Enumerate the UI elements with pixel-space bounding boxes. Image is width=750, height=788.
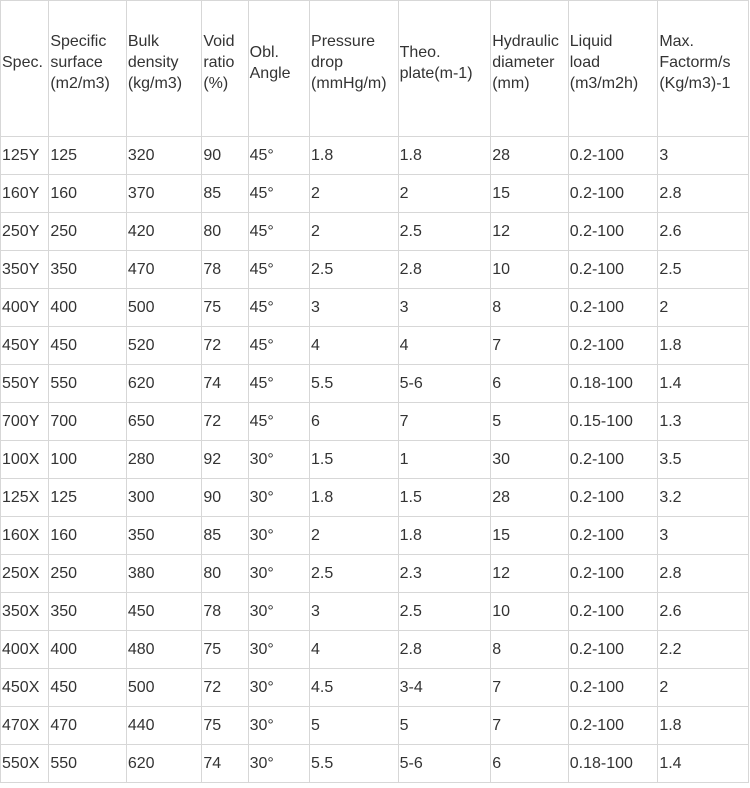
header-line: (kg/m3) xyxy=(127,75,183,92)
table-cell-bulk-density: 520 xyxy=(126,327,202,365)
table-cell-specific-surface: 250 xyxy=(49,555,127,593)
table-row xyxy=(1,251,749,289)
table-cell-theo-plate: 5-6 xyxy=(398,365,491,403)
table-cell-theo-plate: 5-6 xyxy=(398,745,491,783)
table-row xyxy=(1,707,749,745)
table-cell-obl-angle: 45° xyxy=(248,365,309,403)
table-cell-liquid-load: 0.2-100 xyxy=(568,327,658,365)
table-cell-void-ratio: 75 xyxy=(202,707,248,745)
table-cell-max-factor: 2.2 xyxy=(658,631,749,669)
table-cell-void-ratio: 78 xyxy=(202,251,248,289)
header-line: Theo. xyxy=(399,43,441,61)
table-cell-bulk-density: 300 xyxy=(126,479,202,517)
table-cell-hydraulic-diameter: 5 xyxy=(491,403,569,441)
table-cell-spec: 400Y xyxy=(1,289,49,327)
table-cell-bulk-density: 320 xyxy=(126,137,202,175)
table-cell-pressure-drop: 5 xyxy=(310,707,399,745)
table-cell-bulk-density: 440 xyxy=(126,707,202,745)
table-cell-pressure-drop: 2.5 xyxy=(310,251,399,289)
table-row xyxy=(1,175,749,213)
table-cell-spec: 550Y xyxy=(1,365,49,403)
table-cell-liquid-load: 0.18-100 xyxy=(568,365,658,403)
table-cell-hydraulic-diameter: 15 xyxy=(491,517,569,555)
header-row xyxy=(1,1,749,137)
table-cell-hydraulic-diameter: 10 xyxy=(491,251,569,289)
table-cell-max-factor: 1.4 xyxy=(658,365,749,403)
table-cell-hydraulic-diameter: 30 xyxy=(491,441,569,479)
table-cell-void-ratio: 90 xyxy=(202,479,248,517)
header-line: (Kg/m3)-1 xyxy=(659,75,731,92)
table-cell-max-factor: 2.5 xyxy=(658,251,749,289)
header-line: diameter xyxy=(492,54,555,71)
table-cell-obl-angle: 30° xyxy=(248,479,309,517)
table-cell-obl-angle: 45° xyxy=(248,289,309,327)
table-cell-theo-plate: 3-4 xyxy=(398,669,491,707)
column-header-hydraulic-diameter xyxy=(491,1,569,137)
table-header xyxy=(1,1,749,137)
table-cell-hydraulic-diameter: 12 xyxy=(491,555,569,593)
table-cell-bulk-density: 480 xyxy=(126,631,202,669)
table-cell-hydraulic-diameter: 12 xyxy=(491,213,569,251)
table-row xyxy=(1,517,749,555)
table-cell-bulk-density: 500 xyxy=(126,669,202,707)
header-line: Max. xyxy=(659,33,694,50)
table-cell-liquid-load: 0.2-100 xyxy=(568,441,658,479)
table-cell-obl-angle: 30° xyxy=(248,669,309,707)
table-cell-hydraulic-diameter: 7 xyxy=(491,327,569,365)
header-line: Liquid xyxy=(569,33,613,50)
table-cell-theo-plate: 2.5 xyxy=(398,213,491,251)
table-cell-pressure-drop: 2 xyxy=(310,517,399,555)
table-cell-theo-plate: 1.5 xyxy=(398,479,491,517)
table-cell-obl-angle: 45° xyxy=(248,175,309,213)
table-cell-void-ratio: 72 xyxy=(202,669,248,707)
table-cell-specific-surface: 160 xyxy=(49,517,127,555)
table-cell-liquid-load: 0.2-100 xyxy=(568,137,658,175)
table-cell-spec: 700Y xyxy=(1,403,49,441)
table-cell-specific-surface: 550 xyxy=(49,365,127,403)
table-cell-theo-plate: 4 xyxy=(398,327,491,365)
table-cell-pressure-drop: 2.5 xyxy=(310,555,399,593)
table-cell-obl-angle: 45° xyxy=(248,137,309,175)
table-cell-bulk-density: 620 xyxy=(126,365,202,403)
table-cell-hydraulic-diameter: 8 xyxy=(491,289,569,327)
header-line: Void xyxy=(203,33,235,50)
table-cell-bulk-density: 420 xyxy=(126,213,202,251)
header-line: load xyxy=(569,54,600,71)
table-cell-hydraulic-diameter: 15 xyxy=(491,175,569,213)
table-cell-theo-plate: 1.8 xyxy=(398,137,491,175)
header-line: ratio xyxy=(203,54,235,71)
table-row xyxy=(1,631,749,669)
header-line: (mm) xyxy=(492,75,530,92)
header-line: (m2/m3) xyxy=(50,75,110,92)
table-row xyxy=(1,403,749,441)
table-cell-liquid-load: 0.2-100 xyxy=(568,669,658,707)
column-header-liquid-load xyxy=(568,1,658,137)
table-cell-pressure-drop: 6 xyxy=(310,403,399,441)
header-line: Pressure xyxy=(311,33,376,50)
table-cell-specific-surface: 470 xyxy=(49,707,127,745)
table-cell-liquid-load: 0.2-100 xyxy=(568,289,658,327)
table-cell-hydraulic-diameter: 8 xyxy=(491,631,569,669)
table-cell-max-factor: 2.6 xyxy=(658,213,749,251)
table-cell-void-ratio: 85 xyxy=(202,517,248,555)
table-cell-obl-angle: 45° xyxy=(248,403,309,441)
table-cell-liquid-load: 0.2-100 xyxy=(568,213,658,251)
table-cell-obl-angle: 45° xyxy=(248,251,309,289)
table-cell-spec: 550X xyxy=(1,745,49,783)
table-cell-void-ratio: 90 xyxy=(202,137,248,175)
table-cell-bulk-density: 450 xyxy=(126,593,202,631)
table-cell-max-factor: 1.3 xyxy=(658,403,749,441)
table-cell-specific-surface: 400 xyxy=(49,631,127,669)
table-cell-bulk-density: 650 xyxy=(126,403,202,441)
table-cell-obl-angle: 45° xyxy=(248,213,309,251)
table-cell-pressure-drop: 4 xyxy=(310,631,399,669)
table-cell-max-factor: 2.8 xyxy=(658,555,749,593)
column-header-obl-angle xyxy=(248,1,309,137)
table-cell-obl-angle: 30° xyxy=(248,555,309,593)
table-cell-specific-surface: 160 xyxy=(49,175,127,213)
column-header-spec xyxy=(1,1,49,137)
table-cell-liquid-load: 0.2-100 xyxy=(568,555,658,593)
table-cell-obl-angle: 30° xyxy=(248,441,309,479)
table-cell-specific-surface: 700 xyxy=(49,403,127,441)
table-cell-spec: 450Y xyxy=(1,327,49,365)
table-body xyxy=(1,137,749,783)
table-cell-hydraulic-diameter: 28 xyxy=(491,137,569,175)
header-line: drop xyxy=(311,54,344,71)
table-row xyxy=(1,555,749,593)
table-cell-hydraulic-diameter: 10 xyxy=(491,593,569,631)
table-cell-theo-plate: 2.5 xyxy=(398,593,491,631)
table-cell-spec: 160Y xyxy=(1,175,49,213)
table-cell-liquid-load: 0.2-100 xyxy=(568,175,658,213)
column-header-pressure-drop xyxy=(310,1,399,137)
table-cell-void-ratio: 92 xyxy=(202,441,248,479)
table-cell-spec: 160X xyxy=(1,517,49,555)
table-cell-theo-plate: 2.8 xyxy=(398,631,491,669)
table-cell-void-ratio: 80 xyxy=(202,555,248,593)
table-cell-void-ratio: 75 xyxy=(202,289,248,327)
table-cell-spec: 100X xyxy=(1,441,49,479)
table-cell-pressure-drop: 5.5 xyxy=(310,745,399,783)
table-cell-theo-plate: 1.8 xyxy=(398,517,491,555)
header-line: Obl. xyxy=(249,43,279,61)
table-cell-max-factor: 2 xyxy=(658,289,749,327)
header-line: plate(m-1) xyxy=(399,64,473,82)
table-cell-max-factor: 2 xyxy=(658,669,749,707)
header-line: Factorm/s xyxy=(659,54,731,71)
table-cell-void-ratio: 72 xyxy=(202,327,248,365)
table-cell-bulk-density: 380 xyxy=(126,555,202,593)
table-cell-bulk-density: 280 xyxy=(126,441,202,479)
header-line: density xyxy=(127,54,179,71)
table-cell-pressure-drop: 3 xyxy=(310,593,399,631)
table-cell-max-factor: 2.8 xyxy=(658,175,749,213)
table-cell-bulk-density: 350 xyxy=(126,517,202,555)
table-row xyxy=(1,137,749,175)
table-cell-spec: 350Y xyxy=(1,251,49,289)
table-cell-theo-plate: 2.3 xyxy=(398,555,491,593)
header-line: (%) xyxy=(203,75,229,92)
table-cell-obl-angle: 30° xyxy=(248,593,309,631)
table-cell-liquid-load: 0.2-100 xyxy=(568,251,658,289)
table-cell-void-ratio: 85 xyxy=(202,175,248,213)
table-cell-bulk-density: 370 xyxy=(126,175,202,213)
table-cell-hydraulic-diameter: 6 xyxy=(491,365,569,403)
table-cell-specific-surface: 400 xyxy=(49,289,127,327)
table-cell-pressure-drop: 2 xyxy=(310,175,399,213)
table-cell-max-factor: 3.2 xyxy=(658,479,749,517)
table-cell-specific-surface: 450 xyxy=(49,327,127,365)
table-cell-obl-angle: 30° xyxy=(248,745,309,783)
column-header-theo-plate xyxy=(398,1,491,137)
table-cell-specific-surface: 450 xyxy=(49,669,127,707)
table-cell-void-ratio: 72 xyxy=(202,403,248,441)
header-line: (m3/m2h) xyxy=(569,75,639,92)
table-cell-spec: 450X xyxy=(1,669,49,707)
table-cell-pressure-drop: 1.8 xyxy=(310,137,399,175)
table-cell-liquid-load: 0.2-100 xyxy=(568,479,658,517)
header-line: Hydraulic xyxy=(492,33,559,50)
table-cell-spec: 350X xyxy=(1,593,49,631)
header-line: surface xyxy=(50,54,103,71)
table-cell-theo-plate: 3 xyxy=(398,289,491,327)
table-cell-specific-surface: 550 xyxy=(49,745,127,783)
table-cell-void-ratio: 78 xyxy=(202,593,248,631)
table-cell-hydraulic-diameter: 6 xyxy=(491,745,569,783)
table-row xyxy=(1,441,749,479)
table-cell-liquid-load: 0.2-100 xyxy=(568,631,658,669)
table-cell-spec: 250Y xyxy=(1,213,49,251)
table-cell-liquid-load: 0.2-100 xyxy=(568,593,658,631)
table-cell-specific-surface: 125 xyxy=(49,479,127,517)
table-row xyxy=(1,669,749,707)
table-cell-specific-surface: 250 xyxy=(49,213,127,251)
table-cell-specific-surface: 350 xyxy=(49,251,127,289)
table-cell-pressure-drop: 1.8 xyxy=(310,479,399,517)
table-cell-hydraulic-diameter: 7 xyxy=(491,707,569,745)
table-row xyxy=(1,593,749,631)
table-cell-liquid-load: 0.18-100 xyxy=(568,745,658,783)
table-row xyxy=(1,213,749,251)
table-cell-obl-angle: 30° xyxy=(248,631,309,669)
table-cell-specific-surface: 125 xyxy=(49,137,127,175)
table-cell-spec: 400X xyxy=(1,631,49,669)
table-cell-pressure-drop: 4.5 xyxy=(310,669,399,707)
table-cell-hydraulic-diameter: 28 xyxy=(491,479,569,517)
table-cell-void-ratio: 74 xyxy=(202,745,248,783)
table-cell-spec: 250X xyxy=(1,555,49,593)
table-cell-spec: 470X xyxy=(1,707,49,745)
table-cell-pressure-drop: 4 xyxy=(310,327,399,365)
table-cell-pressure-drop: 3 xyxy=(310,289,399,327)
table-cell-pressure-drop: 1.5 xyxy=(310,441,399,479)
table-cell-bulk-density: 620 xyxy=(126,745,202,783)
header-line: Spec. xyxy=(2,54,43,71)
table-cell-theo-plate: 2 xyxy=(398,175,491,213)
table-cell-max-factor: 1.4 xyxy=(658,745,749,783)
table-cell-max-factor: 2.6 xyxy=(658,593,749,631)
table-cell-liquid-load: 0.15-100 xyxy=(568,403,658,441)
table-cell-max-factor: 3.5 xyxy=(658,441,749,479)
column-header-void-ratio xyxy=(202,1,248,137)
table-cell-max-factor: 1.8 xyxy=(658,707,749,745)
table-cell-liquid-load: 0.2-100 xyxy=(568,707,658,745)
table-row xyxy=(1,327,749,365)
table-cell-theo-plate: 7 xyxy=(398,403,491,441)
header-line: Specific xyxy=(50,33,107,50)
table-cell-hydraulic-diameter: 7 xyxy=(491,669,569,707)
table-row xyxy=(1,479,749,517)
table-cell-bulk-density: 470 xyxy=(126,251,202,289)
table-cell-spec: 125Y xyxy=(1,137,49,175)
table-cell-spec: 125X xyxy=(1,479,49,517)
column-header-bulk-density xyxy=(126,1,202,137)
table-cell-pressure-drop: 5.5 xyxy=(310,365,399,403)
table-row xyxy=(1,289,749,327)
table-row xyxy=(1,365,749,403)
table-cell-max-factor: 3 xyxy=(658,517,749,555)
table-cell-obl-angle: 45° xyxy=(248,327,309,365)
header-line: (mmHg/m) xyxy=(311,75,387,92)
table-cell-specific-surface: 100 xyxy=(49,441,127,479)
table-cell-specific-surface: 350 xyxy=(49,593,127,631)
table-cell-theo-plate: 2.8 xyxy=(398,251,491,289)
header-line: Angle xyxy=(249,64,291,82)
table-cell-max-factor: 3 xyxy=(658,137,749,175)
table-cell-void-ratio: 75 xyxy=(202,631,248,669)
table-cell-void-ratio: 80 xyxy=(202,213,248,251)
table-cell-void-ratio: 74 xyxy=(202,365,248,403)
table-cell-obl-angle: 30° xyxy=(248,707,309,745)
table-cell-pressure-drop: 2 xyxy=(310,213,399,251)
column-header-max-factor xyxy=(658,1,749,137)
column-header-specific-surface xyxy=(49,1,127,137)
table-cell-liquid-load: 0.2-100 xyxy=(568,517,658,555)
table-cell-theo-plate: 1 xyxy=(398,441,491,479)
table-cell-max-factor: 1.8 xyxy=(658,327,749,365)
table-cell-obl-angle: 30° xyxy=(248,517,309,555)
table-cell-theo-plate: 5 xyxy=(398,707,491,745)
header-line: Bulk xyxy=(127,33,159,50)
table-cell-bulk-density: 500 xyxy=(126,289,202,327)
table-row xyxy=(1,745,749,783)
